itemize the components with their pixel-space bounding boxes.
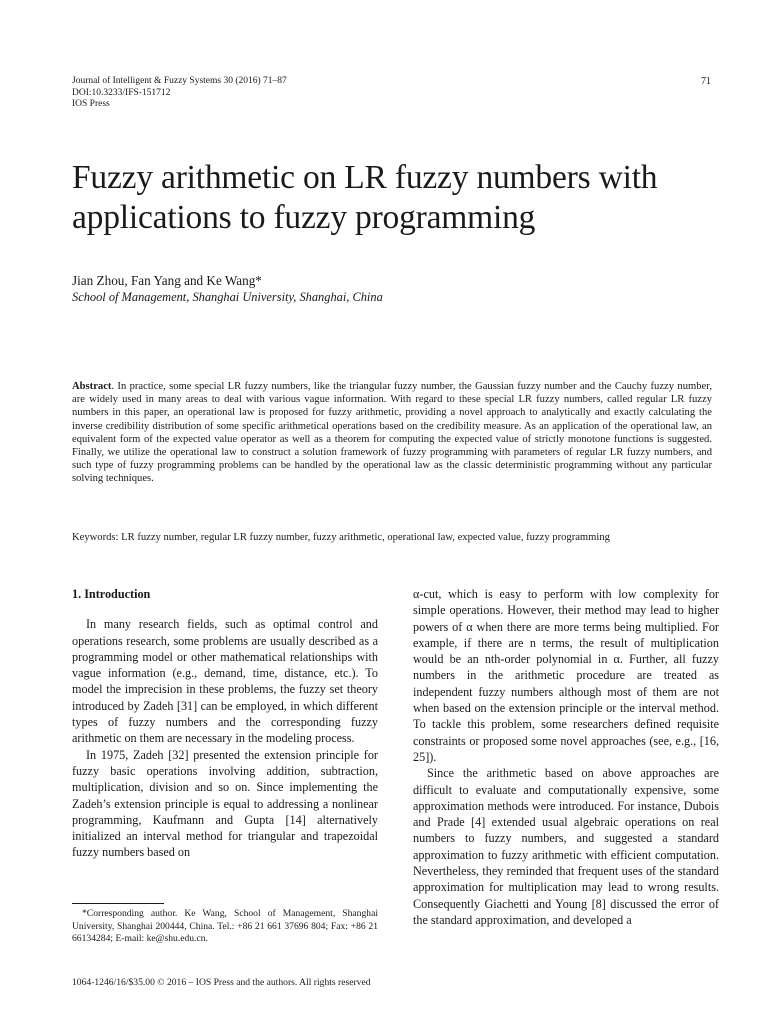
left-column: [72, 586, 378, 861]
journal-header: [72, 76, 287, 111]
keywords: Keywords: LR fuzzy number, regular LR fuzzy number, fuzzy arithmetic, operational law, expected value, fuzzy programming: [72, 532, 610, 543]
paper-title: Fuzzy arithmetic on LR fuzzy numbers with applications to fuzzy programming: [72, 159, 658, 236]
footnote: *Corresponding author. Ke Wang, School of Management, Shanghai University, Shanghai 200444, China. Tel.: +86 21 661 37696 804; Fax: +86 21 66134284; E-mail: ke@shu.edu.cn.: [72, 908, 378, 945]
doi: DOI:10.3233/IFS-151712: [72, 87, 171, 98]
abstract-label: Abstract: [72, 381, 112, 392]
paragraph: α-cut, which is easy to perform with low complexity for simple operations. However, their method may lead to higher powers of α when there are more terms being multiplied. For example, if there are n terms, the result of multiplication would be an nth-order polynomial in α. Further, all fuzzy numbers in the arithmetic procedure are treated as independent fuzzy numbers although most of them are not when based on the extension principle or the interval method. To tackle this problem, some researchers defined requisite constraints or proposed some novel approaches (see, e.g., [16, 25]).: [413, 587, 719, 764]
footnote-rule: [72, 903, 164, 904]
copyright-footer: 1064-1246/16/$35.00 © 2016 – IOS Press and the authors. All rights reserved: [72, 977, 371, 988]
authors: Jian Zhou, Fan Yang and Ke Wang*: [72, 273, 262, 288]
paragraph: Since the arithmetic based on above approaches are difficult to evaluate and computationally expensive, some approximation methods were introduced. For instance, Dubois and Prade [4] extended usual algebraic operations on real numbers to fuzzy numbers, and suggested a standard approximation to fuzzy arithmetic with efficient computation. Nevertheless, they reminded that frequent uses of the standard approximation for multiplication may lead to wrong results. Consequently Giachetti and Young [8] discussed the error of the standard approximation, and developed a: [413, 766, 719, 927]
abstract-text: . In practice, some special LR fuzzy numbers, like the triangular fuzzy number, the Gaussian fuzzy number and the Cauchy fuzzy number, are widely used in many areas to deal with various vague information. With regard to these special LR fuzzy numbers, called regular LR fuzzy numbers in this paper, an operational law is proposed for fuzzy arithmetic, providing a novel approach to analytically and exactly calculating the inverse credibility distribution of some specific arithmetical operations based on the credibility measure. As an application of the operational law, an equivalent form of the expected value operator as well as a theorem for computing the expected value of strictly monotone functions is suggested. Finally, we utilize the operational law to construct a solution framework of fuzzy programming with parameters of regular LR fuzzy numbers, and such type of fuzzy programming problems can be handled by the operational law as the classic deterministic programming without any particular solving techniques.: [72, 381, 712, 485]
paragraph: In 1975, Zadeh [32] presented the extension principle for fuzzy basic operations involving addition, subtraction, multiplication, division and so on. Since implementing the Zadeh’s extension principle is equal to addressing a nonlinear programming, Kaufmann and Gupta [14] alternatively initialized an interval method for triangular and trapezoidal fuzzy numbers based on: [72, 747, 378, 860]
section-heading: 1. Introduction: [72, 587, 151, 601]
abstract: [72, 380, 712, 486]
journal-citation: Journal of Intelligent & Fuzzy Systems 30 (2016) 71–87: [72, 76, 287, 86]
page-number: 71: [701, 76, 711, 87]
paragraph: In many research fields, such as optimal control and operations research, some problems are usually described as a programming model or other mathematical relationships with vague information (e.g., demand, time, distance, etc.). To model the imprecision in these problems, the fuzzy set theory introduced by Zadeh [31] can be employed, in which different types of fuzzy numbers and the corresponding fuzzy arithmetic on them are necessary in the modeling process.: [72, 617, 378, 746]
affiliation: School of Management, Shanghai University, Shanghai, China: [72, 290, 383, 304]
right-column: [413, 586, 719, 928]
publisher: IOS Press: [72, 99, 110, 109]
